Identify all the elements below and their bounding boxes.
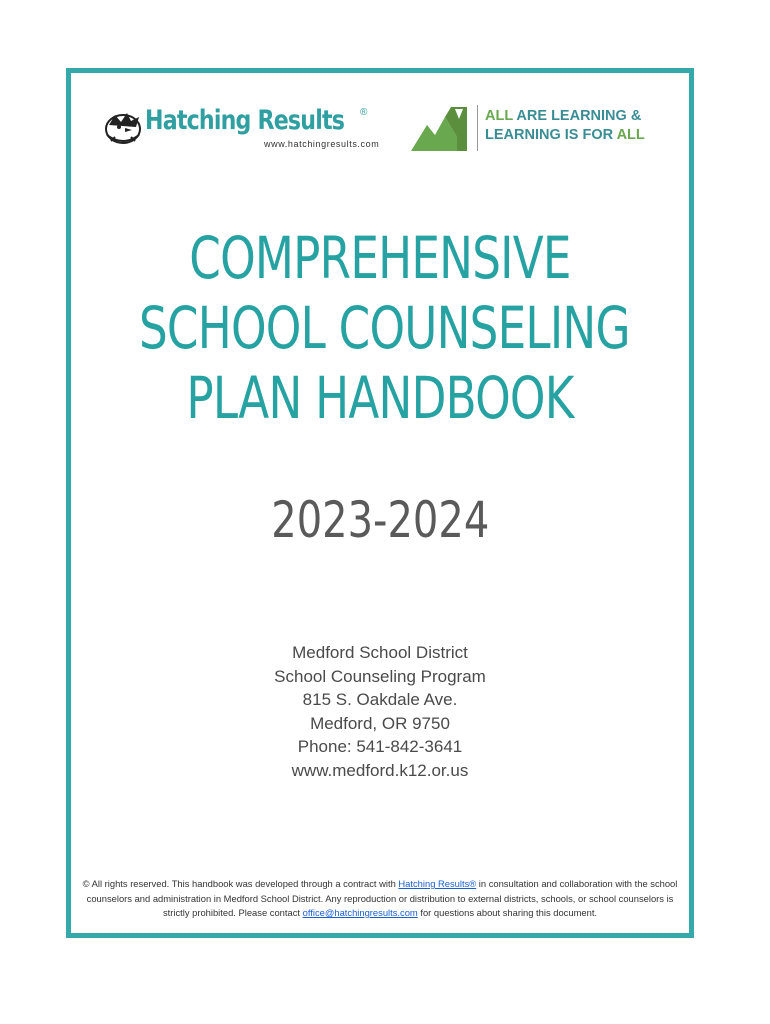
program-name: School Counseling Program <box>274 666 486 686</box>
mountain-icon <box>411 103 471 155</box>
title-line-3: PLAN HANDBOOK <box>186 364 574 432</box>
district-website: www.medford.k12.or.us <box>291 760 469 780</box>
phone-number: Phone: 541-842-3641 <box>297 737 463 756</box>
school-year <box>71 491 689 549</box>
tagline-line1: ARE LEARNING & <box>512 108 642 124</box>
district-address <box>71 641 689 782</box>
logo-divider <box>477 105 478 151</box>
title-line-1: COMPREHENSIVE <box>189 224 571 292</box>
district-name: Medford School District <box>292 643 468 662</box>
cover-frame <box>66 68 694 938</box>
street-address: 815 S. Oakdale Ave. <box>302 690 458 709</box>
footer-text-1: © All rights reserved. This handbook was developed through a contract with <box>82 878 399 889</box>
city-state: Medford, OR 9750 <box>310 713 450 733</box>
office-email-link[interactable]: office@hatchingresults.com <box>302 907 418 918</box>
footer-text-3: for questions about sharing this document. <box>417 907 598 918</box>
tagline-all-2: ALL <box>616 127 645 143</box>
document-title <box>71 223 689 433</box>
all-are-learning-logo <box>411 101 671 157</box>
hatching-results-link[interactable]: Hatching Results® <box>398 878 477 889</box>
registered-mark: ® <box>360 107 368 118</box>
hatching-results-name: Hatching Results <box>145 105 345 136</box>
copyright-notice <box>81 877 679 921</box>
school-year-text: 2023-2024 <box>270 491 490 549</box>
hatching-results-url: www.hatchingresults.com <box>264 139 380 149</box>
footer-text-2: in consultation and collaboration with the school counselors and administration in Medford School District. Any reproduction or distribution to external districts, schools, or school counselors is strictly prohibited. Please contact <box>86 878 678 918</box>
hatching-results-logo <box>101 105 381 155</box>
title-line-2: SCHOOL COUNSELING <box>138 294 630 362</box>
tagline-all-1: ALL <box>485 108 513 124</box>
tagline-line2: LEARNING IS FOR <box>485 127 617 143</box>
bird-egg-icon <box>101 107 143 147</box>
all-are-learning-tagline <box>485 107 645 145</box>
